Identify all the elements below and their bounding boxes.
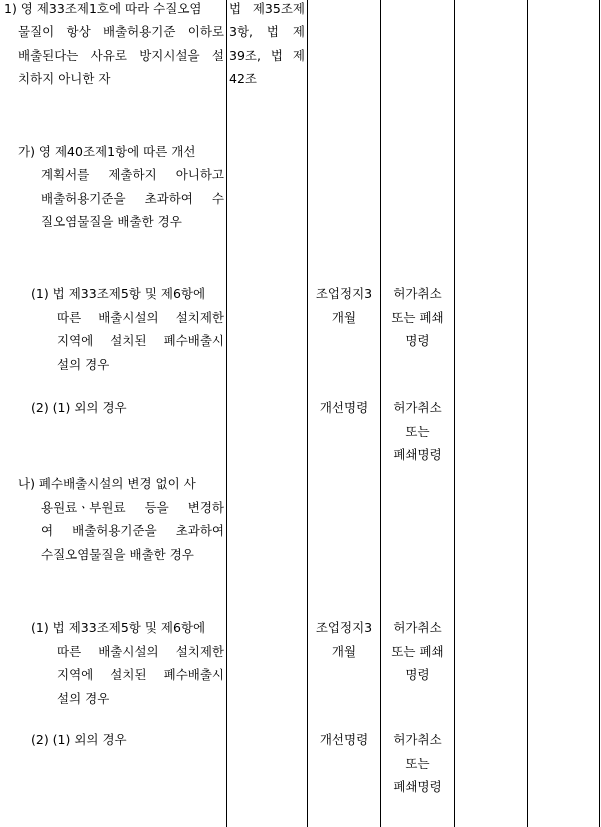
violation-desc-line: 치하지 아니한 자 [18,71,111,86]
law-ref-line: 39조, 법 제 [229,48,305,63]
violation-desc-line: 용원료ㆍ부원료 등을 변경하 [41,500,224,515]
table-right-border [599,0,600,827]
violation-desc-line: 1) 영 제33조제1호에 따라 수질오염 [4,1,202,16]
violation-desc-line: (1) 법 제33조제5항 및 제6항에 [31,286,206,301]
violation-desc-line: 나) 폐수배출시설의 변경 없이 사 [18,476,196,491]
second-offense-penalty: 또는 폐쇄 [391,310,444,325]
second-offense-penalty: 허가취소 [393,620,442,635]
second-offense-penalty: 명령 [405,333,430,348]
violation-desc-line: 가) 영 제40조제1항에 따른 개선 [18,144,196,159]
law-ref-line: 42조 [229,71,257,86]
second-offense-penalty: 폐쇄명령 [393,779,442,794]
violation-desc-line: 질오염물질을 배출한 경우 [41,214,182,229]
first-offense-penalty: 개선명령 [319,732,369,747]
violation-desc-line: (1) 법 제33조제5항 및 제6항에 [31,620,206,635]
second-offense-penalty: 폐쇄명령 [393,447,442,462]
first-offense-penalty: 개월 [331,644,357,659]
law-ref-line: 3항, 법 제 [229,24,305,39]
violation-desc-line: 설의 경우 [57,357,110,372]
column-divider-5 [527,0,528,827]
violation-desc-line: 설의 경우 [57,691,110,706]
violation-desc-line: 지역에 설치된 폐수배출시 [57,667,224,682]
column-divider-4 [454,0,455,827]
violation-desc-line: 따른 배출시설의 설치제한 [57,310,224,325]
violation-desc-line: (2) (1) 외의 경우 [31,400,127,415]
violation-desc-line: 여 배출허용기준을 초과하여 [41,523,224,538]
second-offense-penalty: 또는 [405,756,430,771]
first-offense-penalty: 개월 [331,310,357,325]
second-offense-penalty: 허가취소 [393,286,442,301]
violation-desc-line: 계획서를 제출하지 아니하고 [41,167,224,182]
first-offense-penalty: 조업정지3 [315,286,373,301]
violation-desc-line: 지역에 설치된 폐수배출시 [57,333,224,348]
violation-desc-line: 물질이 항상 배출허용기준 이하로 [18,24,224,39]
violation-desc-line: 수질오염물질을 배출한 경우 [41,547,194,562]
violation-desc-line: 배출된다는 사유로 방지시설을 설 [18,48,224,63]
second-offense-penalty: 또는 [405,424,430,439]
violation-desc-line: 배출허용기준을 초과하여 수 [41,191,224,206]
second-offense-penalty: 허가취소 [393,732,442,747]
second-offense-penalty: 명령 [405,667,430,682]
second-offense-penalty: 허가취소 [393,400,442,415]
second-offense-penalty: 또는 폐쇄 [391,644,444,659]
first-offense-penalty: 조업정지3 [315,620,373,635]
law-ref-line: 법 제35조제 [229,1,305,16]
violation-desc-line: (2) (1) 외의 경우 [31,732,127,747]
column-divider-1 [226,0,227,827]
first-offense-penalty: 개선명령 [319,400,369,415]
violation-desc-line: 따른 배출시설의 설치제한 [57,644,224,659]
